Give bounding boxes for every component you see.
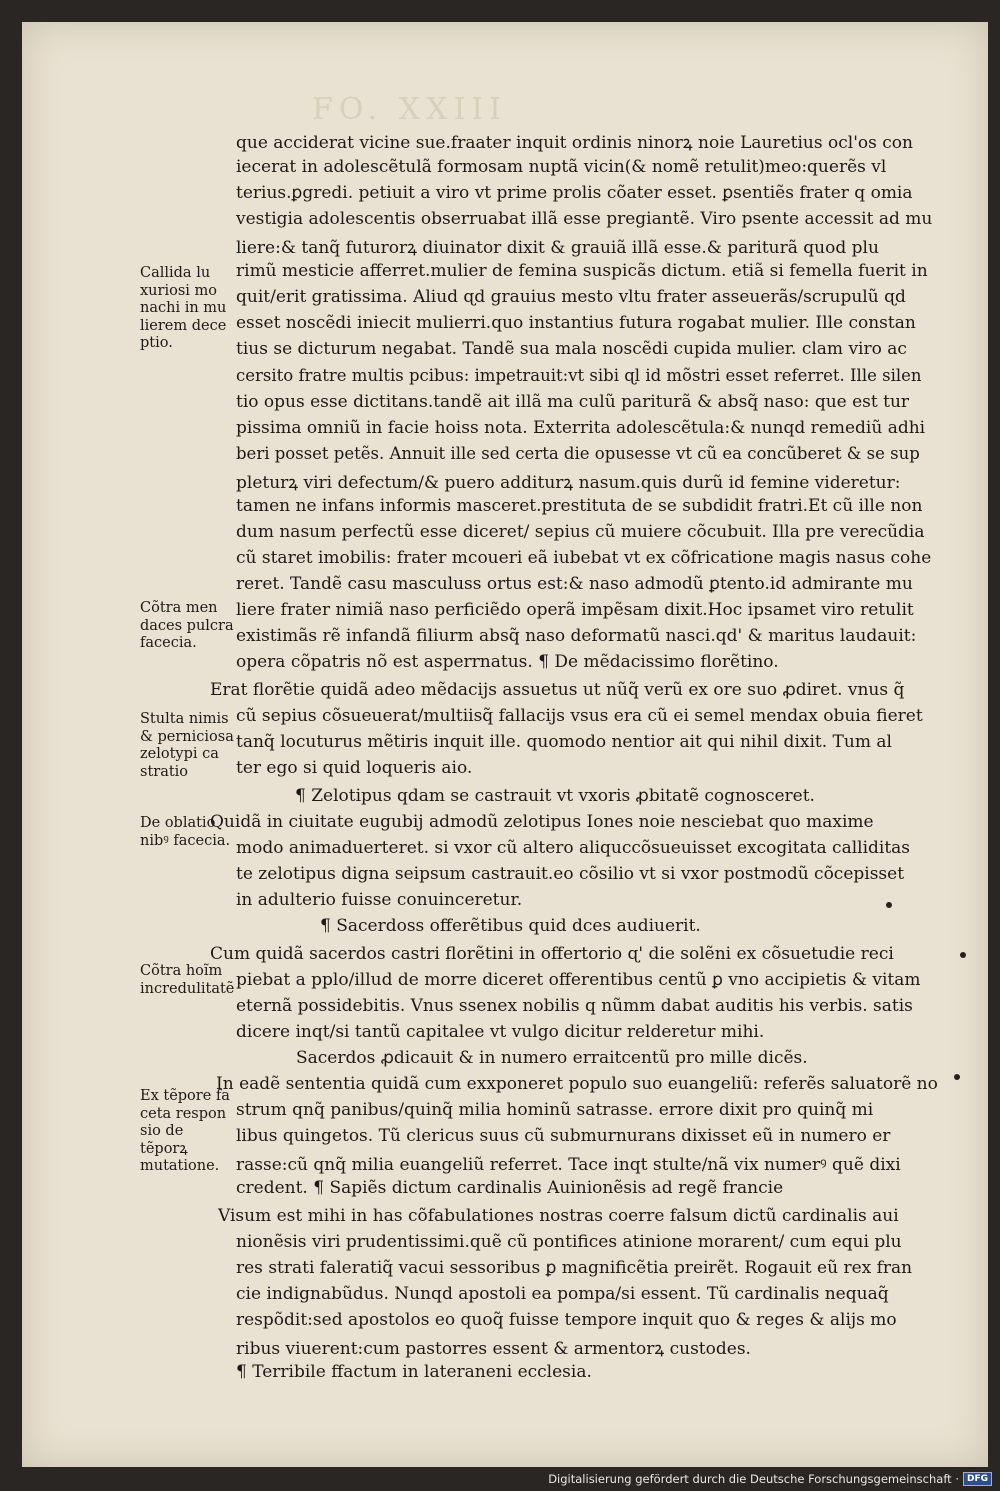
text-line: strum qnq̃ panibus/quinq̃ milia hominũ satrasse. errore dixit pro quinq̃ mi [236, 1100, 874, 1120]
text-line: beri posset petẽs. Annuit ille sed certa die opusesse vt cũ ea concũberet & se sup [236, 444, 920, 463]
text-line: opera cõpatris nõ est asperrnatus. ¶ De mẽdacissimo florẽtino. [236, 652, 779, 672]
text-line: quit/erit gratissima. Aliud ɋd grauius mesto vltu frater asseuerãs/scrupulũ ɋd [236, 287, 906, 307]
text-line: liere frater nimiã naso perficiẽdo operã impẽsam dixit.Hoc ipsamet viro retulit [236, 600, 914, 620]
text-line: ¶ Zelotipus qdam se castrauit vt vxoris ꝓbitatẽ cognosceret. [295, 786, 815, 806]
text-line: vestigia adolescentis obserruabat illã esse pregiantẽ. Viro psente accessit ad mu [236, 209, 933, 229]
text-line: nionẽsis viri prudentissimi.quẽ cũ pontifices atinione morarent/ cum equi plu [236, 1232, 902, 1252]
text-line: respõdit:sed apostolos eo quoq̃ fuisse tempore inquit quo & reges & alijs mo [236, 1310, 897, 1330]
marginal-note: Cõtra hoĩm incredulitatẽ [140, 963, 235, 997]
text-line: modo animaduerteret. si vxor cũ altero aliquccõsueuisset excogitata calliditas [236, 838, 911, 858]
marginal-note: Ex tẽpore fa ceta respon sio de tẽporꝝ mutatione. [140, 1088, 230, 1174]
text-line: In eadẽ sententia quidã cum exxponeret populo suo euangeliũ: referẽs saluatorẽ no [216, 1074, 938, 1094]
text-line: res strati faleratiq̃ vacui sessoribus ꝑ magnificẽtia preirẽt. Rogauit eũ rex fran [236, 1258, 913, 1278]
text-line: ter ego si quid loqueris aio. [236, 758, 473, 778]
marginal-note: Stulta nimis & perniciosa zelotypi ca stratio [140, 711, 234, 780]
text-line: pissima omniũ in facie hoiss nota. Exterrita adolescẽtula:& nunqd remediũ adhi [236, 418, 926, 438]
text-line: terius.ꝑgredi. petiuit a viro vt prime prolis cõater esset. ꝑsentiẽs frater q omia [236, 183, 913, 203]
marginal-note: Callida lu xuriosi mo nachi in mu lierem dece ptio. [140, 265, 227, 351]
text-line: dicere inqt/si tantũ capitalee vt vulgo dicitur relderetur mihi. [236, 1022, 765, 1042]
book-page [22, 22, 988, 1467]
marginal-note: De oblatio nibꝰ facecia. [140, 815, 231, 849]
footer-credit [548, 1469, 992, 1489]
text-line: ¶ Sacerdoss offerẽtibus quid dces audiuerit. [320, 916, 701, 936]
text-line: piebat a pplo/illud de morre diceret offerentibus centũ ꝑ vno accipietis & vitam [236, 970, 921, 990]
text-line: reret. Tandẽ casu masculuss ortus est:& naso admodũ ꝑtento.id admirante mu [236, 574, 913, 594]
text-line: cersito fratre multis pcibus: impetrauit:vt sibi ɋl id mõstri esset referret. Ille silen [236, 366, 922, 385]
text-line: tius se dicturum negabat. Tandẽ sua mala noscẽdi cupida mulier. clam viro ac [236, 339, 907, 359]
text-line: dum nasum perfectũ esse diceret/ sepius cũ muiere cõcubuit. Illa pre verecũdia [236, 522, 925, 542]
text-line: cũ sepius cõsueuerat/multiisq̃ fallacijs vsus era cũ ei semel mendax obuia fieret [236, 706, 923, 726]
footer-text: Digitalisierung gefördert durch die Deutsche Forschungsgemeinschaft · [548, 1472, 959, 1486]
text-line: Sacerdos ꝓdicauit & in numero erraitcentũ pro mille dicẽs. [296, 1048, 808, 1068]
text-line: que acciderat vicine sue.fraater inquit ordinis ninorꝝ noie Lauretius ocl'os con [236, 133, 913, 153]
text-line: rimũ mesticie afferret.mulier de femina suspicãs dictum. etiã si femella fuerit in [236, 261, 928, 281]
text-line: rasse:cũ qnq̃ milia euangeliũ referret. Tace inqt stulte/nã vix numerꝰ quẽ dixi [236, 1155, 901, 1175]
text-line: Erat florẽtie quidã adeo mẽdacijs assuetus ut nũq̃ verũ ex ore suo ꝓdiret. vnus q̃ [210, 680, 905, 700]
text-line: te zelotipus digna seipsum castrauit.eo cõsilio vt si vxor postmodũ cõcepisset [236, 864, 905, 884]
ink-dot [954, 1074, 960, 1080]
text-line: ¶ Terribile ffactum in lateraneni ecclesia. [236, 1362, 592, 1382]
text-line: Cum quidã sacerdos castri florẽtini in offertorio ɋ' die solẽni ex cõsuetudie reci [210, 944, 894, 964]
ink-dot [886, 902, 892, 908]
text-line: liere:& tanq̃ futurorꝝ diuinator dixit & grauiã illã esse.& pariturã quod plu [236, 238, 879, 258]
text-line: credent. ¶ Sapiẽs dictum cardinalis Auinionẽsis ad regẽ francie [236, 1178, 784, 1198]
text-line: tamen ne infans informis masceret.prestituta de se subdidit fratri.Et cũ ille non [236, 496, 923, 516]
text-line: Quidã in ciuitate eugubij admodũ zelotipus Iones noie nesciebat quo maxime [210, 812, 874, 832]
bleedthrough-folio-header: FO. XXIII [312, 92, 507, 127]
marginal-note: Cõtra men daces pulcra facecia. [140, 600, 234, 651]
text-line: tanq̃ locuturus mẽtiris inquit ille. quomodo nentior ait qui nihil dixit. Tum al [236, 732, 892, 752]
text-line: esset noscẽdi iniecit mulierri.quo instantius futura rogabat mulier. Ille constan [236, 313, 916, 333]
text-line: existimãs rẽ infandã filiurm absq̃ naso deformatũ nasci.qd' & maritus laudauit: [236, 626, 917, 646]
ink-dot [960, 952, 966, 958]
text-line: eternã possidebitis. Vnus ssenex nobilis q nũmm dabat auditis his verbis. satis [236, 996, 913, 1016]
text-line: iecerat in adolescẽtulã formosam nuptã vicin(& nomẽ retulit)meo:querẽs vl [236, 157, 887, 177]
text-line: tio opus esse dictitans.tandẽ ait illã ma culũ pariturã & absq̃ naso: que est tur [236, 392, 910, 412]
text-line: Visum est mihi in has cõfabulationes nostras coerre falsum dictũ cardinalis aui [218, 1206, 899, 1226]
text-line: cũ staret imobilis: frater mcoueri eã iubebat vt ex cõfricatione magis nasus cohe [236, 548, 932, 568]
text-line: ribus viuerent:cum pastorres essent & armentorꝝ custodes. [236, 1339, 751, 1359]
text-line: cie indignabũdus. Nunqd apostoli ea pompa/si essent. Tũ cardinalis nequaq̃ [236, 1284, 889, 1304]
text-line: in adulterio fuisse conuinceretur. [236, 890, 523, 910]
text-line: libus quingetos. Tũ clericus suus cũ submurnurans dixisset eũ in numero er [236, 1126, 891, 1146]
text-line: pleturꝝ viri defectum/& puero additurꝝ nasum.quis durũ id femine videretur: [236, 473, 901, 493]
dfg-logo: DFG [963, 1472, 992, 1486]
